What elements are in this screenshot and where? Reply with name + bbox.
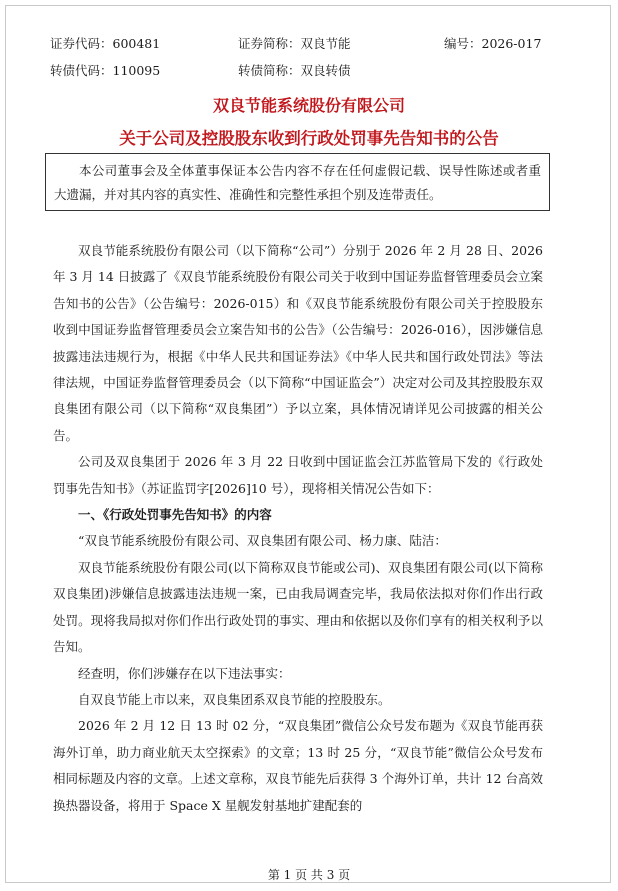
announcement-title: 关于公司及控股股东收到行政处罚事先告知书的公告: [119, 129, 499, 148]
stock-code: 证券代码：600481: [50, 36, 161, 51]
company-title: 双良节能系统股份有限公司: [212, 96, 405, 115]
bond-name: 转债简称：双良转债: [238, 63, 351, 78]
paragraph-4: 双良节能系统股份有限公司(以下简称双良节能或公司)、双良集团有限公司(以下简称双良集团)涉嫌信息披露违法违规一案，已由我局调查完毕，我局依法拟对你们作出行政处罚。现将我局拟对你们作出行政处罚的事实、理由和依据以及你们享有的相关权利予以告知。: [53, 559, 543, 655]
page-number: 第 1 页 共 3 页: [267, 868, 351, 882]
paragraph-3: “双良节能系统股份有限公司、双良集团有限公司、杨力康、陆洁：: [78, 533, 447, 549]
announcement-body: [53, 238, 543, 819]
paragraph-6: 自双良节能上市以来，双良集团系双良节能的控股股东。: [78, 691, 391, 707]
paragraph-7: 2026 年 2 月 12 日 13 时 02 分，“双良集团”微信公众号发布题为《双良节能再获海外订单，助力商业航天太空探索》的文章；13 时 25 分，“双良节能”微信公众号发布相同标题及内容的文章。上述文章称，双良节能先后获得 3 个海外订单，共计 12 台高效换热器设备，将用于 Space X 星舰发射基地扩建配套的: [53, 718, 543, 813]
disclaimer-box: [45, 153, 550, 211]
paragraph-1: 双良节能系统股份有限公司（以下简称“公司”）分别于 2026 年 2 月 28 日、2026 年 3 月 14 日披露了《双良节能系统股份有限公司关于收到中国证券监督管理委员会立案告知书的公告》（公告编号：2026-015）和《双良节能系统股份有限公司关于控股股东收到中国证券监督管理委员会立案告知书的公告》（公告编号：2026-016），因涉嫌信息披露违法违规行为，根据《中华人民共和国证券法》《中华人民共和国行政处罚法》等法律法规，中国证券监督管理委员会（以下简称“中国证监会”）决定对公司及其控股股东双良集团有限公司（以下简称“双良集团”）予以立案，具体情况请详见公司披露的相关公告。: [53, 243, 543, 443]
paragraph-2: 公司及双良集团于 2026 年 3 月 22 日收到中国证监会江苏监管局下发的《行政处罚事先告知书》（苏证监罚字[2026]10 号），现将相关情况公告如下：: [53, 454, 543, 496]
stock-name: 证券简称：双良节能: [238, 36, 351, 51]
disclaimer-text: 本公司董事会及全体董事保证本公告内容不存在任何虚假记载、误导性陈述或者重大遗漏，并对其内容的真实性、准确性和完整性承担个别及连带责任。: [54, 163, 541, 202]
serial-number: 编号：2026-017: [444, 36, 542, 51]
section-heading-1: 一、《行政处罚事先告知书》的内容: [78, 507, 272, 523]
paragraph-5: 经查明，你们涉嫌存在以下违法事实：: [78, 665, 291, 681]
bond-code: 转债代码：110095: [50, 63, 161, 78]
